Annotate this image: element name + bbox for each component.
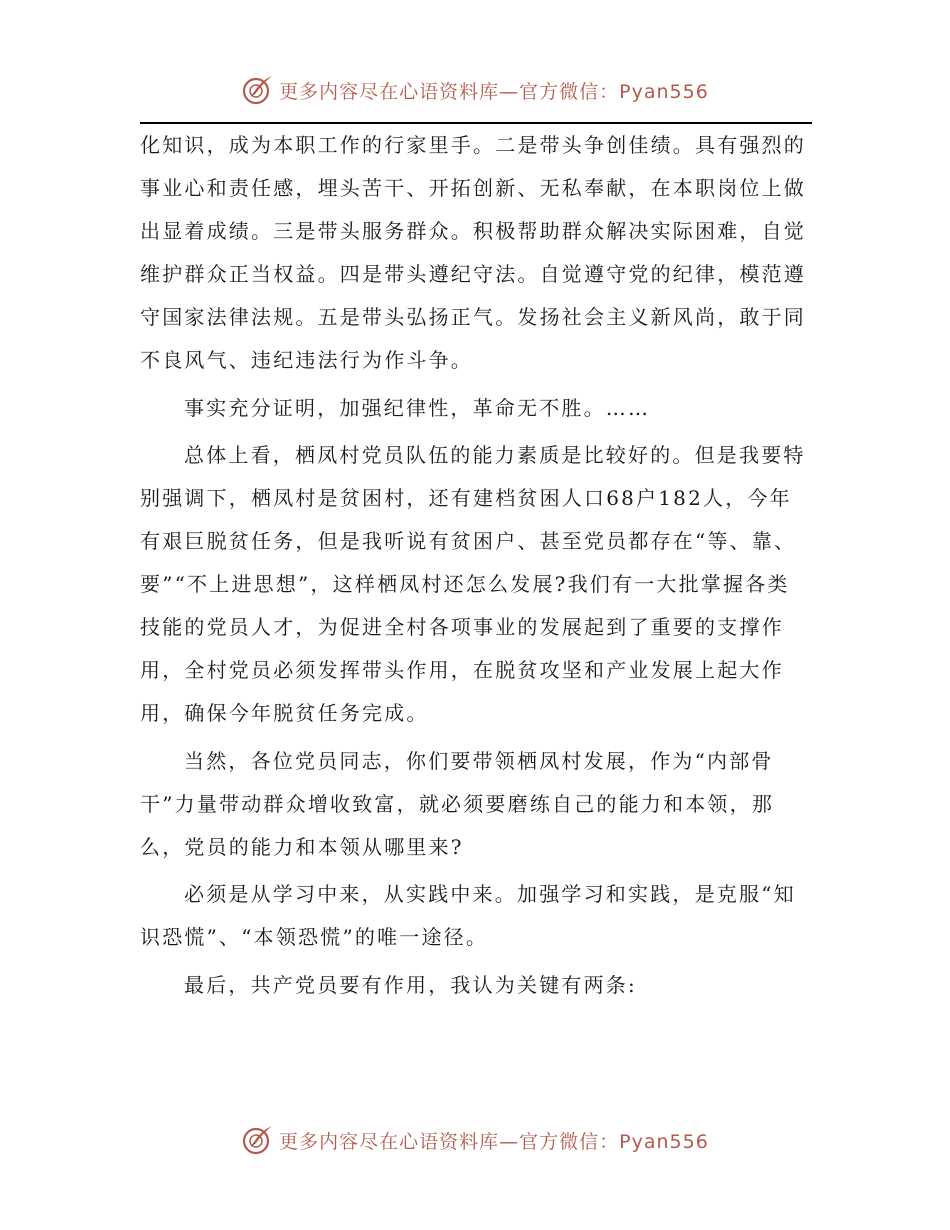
footer-banner [0,1120,950,1160]
paragraph: 总体上看，栖凤村党员队伍的能力素质是比较好的。但是我要特别强调下，栖凤村是贫困村，还有建档贫困人口68户182人，今年有艰巨脱贫任务，但是我听说有贫困户、甚至党员都存在“等、靠、要”“不上进思想”，这样栖凤村还怎么发展?我们有一大批掌握各类技能的党员人才，为促进全村各项事业的发展起到了重要的支撑作用，全村党员必须发挥带头作用，在脱贫攻坚和产业发展上起大作用，确保今年脱贫任务完成。 [140,443,806,725]
document-body [140,124,810,1011]
header-banner-text: 更多内容尽在心语资料库—官方微信：Pyan556 [279,80,709,103]
header-banner [0,70,950,110]
paragraph: 化知识，成为本职工作的行家里手。二是带头争创佳绩。具有强烈的事业心和责任感，埋头苦干、开拓创新、无私奉献，在本职岗位上做出显着成绩。三是带头服务群众。积极帮助群众解决实际困难，自觉维护群众正当权益。四是带头遵纪守法。自觉遵守党的纪律，模范遵守国家法律法规。五是带头弘扬正气。发扬社会主义新风尚，敢于同不良风气、违纪违法行为作斗争。 [140,133,806,372]
paragraph: 必须是从学习中来，从实践中来。加强学习和实践，是克服“知识恐慌”、“本领恐慌”的唯一途径。 [140,882,796,949]
feather-pen-icon [241,73,275,107]
paragraph: 事实充分证明，加强纪律性，革命无不胜。…… [184,395,651,420]
feather-pen-icon [241,1123,275,1157]
paragraph: 最后，共产党员要有作用，我认为关键有两条: [184,972,637,997]
footer-banner-text: 更多内容尽在心语资料库—官方微信：Pyan556 [279,1130,709,1153]
paragraph: 当然，各位党员同志，你们要带领栖凤村发展，作为“内部骨干”力量带动群众增收致富，就必须要磨练自己的能力和本领，那么，党员的能力和本领从哪里来? [140,748,775,859]
